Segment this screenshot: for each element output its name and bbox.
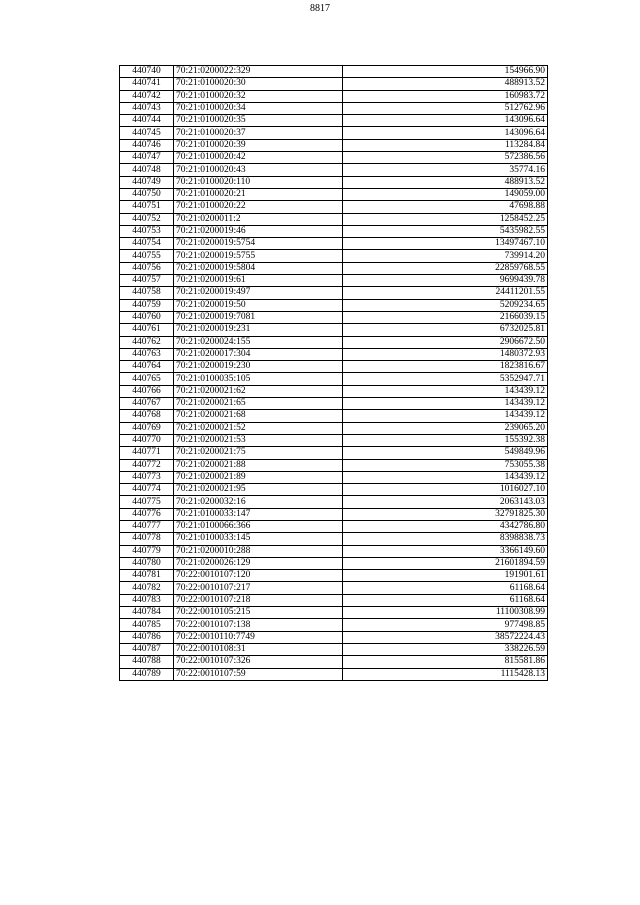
table-row xyxy=(120,656,548,668)
cadastral-number-cell: 70:21:0200011:2 xyxy=(174,213,343,225)
cadastral-value-cell: 13497467.10 xyxy=(343,238,548,250)
table-row xyxy=(120,299,548,311)
table-row xyxy=(120,398,548,410)
cadastral-number-cell: 70:21:0200010:288 xyxy=(174,545,343,557)
table-row xyxy=(120,287,548,299)
cadastral-value-cell: 2166039.15 xyxy=(343,311,548,323)
cadastral-value-cell: 5435982.55 xyxy=(343,225,548,237)
table-row xyxy=(120,459,548,471)
cadastral-value-cell: 155392.38 xyxy=(343,434,548,446)
row-number-cell: 440774 xyxy=(120,484,174,496)
cadastral-value-cell: 2063143.03 xyxy=(343,496,548,508)
cadastral-number-cell: 70:21:0100020:30 xyxy=(174,78,343,90)
table-row xyxy=(120,176,548,188)
row-number-cell: 440746 xyxy=(120,139,174,151)
cadastral-number-cell: 70:21:0200021:62 xyxy=(174,385,343,397)
cadastral-value-cell: 239065.20 xyxy=(343,422,548,434)
cadastral-number-cell: 70:21:0200021:95 xyxy=(174,484,343,496)
table-row xyxy=(120,557,548,569)
row-number-cell: 440753 xyxy=(120,225,174,237)
cadastral-value-cell: 977498.85 xyxy=(343,619,548,631)
cadastral-value-cell: 1258452.25 xyxy=(343,213,548,225)
table-row xyxy=(120,336,548,348)
table-row xyxy=(120,422,548,434)
cadastral-value-cell: 572386.56 xyxy=(343,152,548,164)
row-number-cell: 440788 xyxy=(120,656,174,668)
cadastral-value-cell: 191901.61 xyxy=(343,570,548,582)
cadastral-value-cell: 8398838.73 xyxy=(343,533,548,545)
cadastral-number-cell: 70:21:0200032:16 xyxy=(174,496,343,508)
cadastral-number-cell: 70:21:0200021:65 xyxy=(174,398,343,410)
cadastral-value-cell: 549849.96 xyxy=(343,447,548,459)
table-row xyxy=(120,324,548,336)
cadastral-value-cell: 1823816.67 xyxy=(343,361,548,373)
row-number-cell: 440758 xyxy=(120,287,174,299)
table-row xyxy=(120,410,548,422)
cadastral-number-cell: 70:21:0200021:68 xyxy=(174,410,343,422)
cadastral-number-cell: 70:22:0010105:215 xyxy=(174,607,343,619)
row-number-cell: 440771 xyxy=(120,447,174,459)
cadastral-value-cell: 512762.96 xyxy=(343,102,548,114)
table-row xyxy=(120,533,548,545)
row-number-cell: 440778 xyxy=(120,533,174,545)
cadastral-value-cell: 149059.00 xyxy=(343,188,548,200)
row-number-cell: 440773 xyxy=(120,471,174,483)
cadastral-number-cell: 70:21:0100020:37 xyxy=(174,127,343,139)
cadastral-number-cell: 70:21:0100035:105 xyxy=(174,373,343,385)
cadastral-value-cell: 154966.90 xyxy=(343,66,548,78)
table-row xyxy=(120,102,548,114)
cadastral-number-cell: 70:21:0200019:46 xyxy=(174,225,343,237)
row-number-cell: 440759 xyxy=(120,299,174,311)
row-number-cell: 440743 xyxy=(120,102,174,114)
row-number-cell: 440742 xyxy=(120,90,174,102)
table-row xyxy=(120,570,548,582)
cadastral-number-cell: 70:22:0010108:31 xyxy=(174,643,343,655)
row-number-cell: 440745 xyxy=(120,127,174,139)
table-row xyxy=(120,520,548,532)
row-number-cell: 440787 xyxy=(120,643,174,655)
cadastral-number-cell: 70:21:0200021:89 xyxy=(174,471,343,483)
row-number-cell: 440764 xyxy=(120,361,174,373)
cadastral-value-cell: 35774.16 xyxy=(343,164,548,176)
row-number-cell: 440780 xyxy=(120,557,174,569)
page-number: 8817 xyxy=(310,3,330,14)
cadastral-number-cell: 70:22:0010110:7749 xyxy=(174,631,343,643)
row-number-cell: 440767 xyxy=(120,398,174,410)
row-number-cell: 440775 xyxy=(120,496,174,508)
cadastral-number-cell: 70:21:0200019:497 xyxy=(174,287,343,299)
table-row xyxy=(120,238,548,250)
row-number-cell: 440779 xyxy=(120,545,174,557)
cadastral-number-cell: 70:21:0200021:75 xyxy=(174,447,343,459)
table-row xyxy=(120,643,548,655)
table-row xyxy=(120,164,548,176)
table-row xyxy=(120,250,548,262)
row-number-cell: 440781 xyxy=(120,570,174,582)
table-row xyxy=(120,361,548,373)
row-number-cell: 440763 xyxy=(120,348,174,360)
cadastral-number-cell: 70:21:0100066:366 xyxy=(174,520,343,532)
row-number-cell: 440750 xyxy=(120,188,174,200)
table-row xyxy=(120,152,548,164)
cadastral-value-cell: 4342786.80 xyxy=(343,520,548,532)
table-row xyxy=(120,115,548,127)
table-row xyxy=(120,508,548,520)
cadastral-number-cell: 70:21:0100020:21 xyxy=(174,188,343,200)
row-number-cell: 440783 xyxy=(120,594,174,606)
table-row xyxy=(120,668,548,680)
table-row xyxy=(120,434,548,446)
row-number-cell: 440768 xyxy=(120,410,174,422)
cadastral-number-cell: 70:21:0100020:39 xyxy=(174,139,343,151)
row-number-cell: 440760 xyxy=(120,311,174,323)
table-row xyxy=(120,262,548,274)
row-number-cell: 440751 xyxy=(120,201,174,213)
cadastral-value-cell: 143096.64 xyxy=(343,115,548,127)
cadastral-value-cell: 143439.12 xyxy=(343,385,548,397)
row-number-cell: 440761 xyxy=(120,324,174,336)
row-number-cell: 440752 xyxy=(120,213,174,225)
table-row xyxy=(120,373,548,385)
cadastral-number-cell: 70:21:0200021:53 xyxy=(174,434,343,446)
cadastral-number-cell: 70:21:0100020:110 xyxy=(174,176,343,188)
cadastral-number-cell: 70:21:0100020:32 xyxy=(174,90,343,102)
cadastral-number-cell: 70:22:0010107:120 xyxy=(174,570,343,582)
row-number-cell: 440785 xyxy=(120,619,174,631)
row-number-cell: 440786 xyxy=(120,631,174,643)
cadastral-number-cell: 70:21:0200026:129 xyxy=(174,557,343,569)
cadastral-number-cell: 70:21:0100033:147 xyxy=(174,508,343,520)
table-row xyxy=(120,545,548,557)
cadastral-value-cell: 143439.12 xyxy=(343,471,548,483)
table-row xyxy=(120,201,548,213)
row-number-cell: 440782 xyxy=(120,582,174,594)
cadastral-value-cell: 160983.72 xyxy=(343,90,548,102)
row-number-cell: 440772 xyxy=(120,459,174,471)
cadastral-number-cell: 70:21:0200019:7081 xyxy=(174,311,343,323)
table-row xyxy=(120,90,548,102)
cadastral-number-cell: 70:21:0100020:22 xyxy=(174,201,343,213)
cadastral-value-cell: 739914.20 xyxy=(343,250,548,262)
row-number-cell: 440741 xyxy=(120,78,174,90)
row-number-cell: 440740 xyxy=(120,66,174,78)
cadastral-value-cell: 22859768.55 xyxy=(343,262,548,274)
cadastral-value-cell: 1115428.13 xyxy=(343,668,548,680)
cadastral-value-cell: 815581.86 xyxy=(343,656,548,668)
cadastral-number-cell: 70:22:0010107:217 xyxy=(174,582,343,594)
cadastral-value-cell: 61168.64 xyxy=(343,582,548,594)
table-row xyxy=(120,385,548,397)
table-row xyxy=(120,582,548,594)
cadastral-value-cell: 3366149.60 xyxy=(343,545,548,557)
row-number-cell: 440756 xyxy=(120,262,174,274)
cadastral-value-cell: 2906672.50 xyxy=(343,336,548,348)
cadastral-number-cell: 70:21:0200022:329 xyxy=(174,66,343,78)
row-number-cell: 440776 xyxy=(120,508,174,520)
table-row xyxy=(120,447,548,459)
cadastral-value-cell: 488913.52 xyxy=(343,78,548,90)
cadastral-value-cell: 1480372.93 xyxy=(343,348,548,360)
cadastral-number-cell: 70:22:0010107:59 xyxy=(174,668,343,680)
table-row xyxy=(120,139,548,151)
cadastral-number-cell: 70:21:0200019:61 xyxy=(174,275,343,287)
table-row xyxy=(120,496,548,508)
cadastral-value-cell: 47698.88 xyxy=(343,201,548,213)
cadastral-number-cell: 70:21:0100020:43 xyxy=(174,164,343,176)
cadastral-number-cell: 70:21:0100020:35 xyxy=(174,115,343,127)
cadastral-value-cell: 753055.38 xyxy=(343,459,548,471)
cadastral-number-cell: 70:21:0200019:230 xyxy=(174,361,343,373)
row-number-cell: 440744 xyxy=(120,115,174,127)
cadastral-value-cell: 21601894.59 xyxy=(343,557,548,569)
row-number-cell: 440762 xyxy=(120,336,174,348)
table-row xyxy=(120,471,548,483)
row-number-cell: 440789 xyxy=(120,668,174,680)
table-row xyxy=(120,66,548,78)
cadastral-number-cell: 70:22:0010107:218 xyxy=(174,594,343,606)
cadastral-number-cell: 70:21:0200019:5804 xyxy=(174,262,343,274)
row-number-cell: 440755 xyxy=(120,250,174,262)
cadastral-number-cell: 70:21:0200019:5754 xyxy=(174,238,343,250)
row-number-cell: 440766 xyxy=(120,385,174,397)
row-number-cell: 440749 xyxy=(120,176,174,188)
cadastral-number-cell: 70:21:0200021:88 xyxy=(174,459,343,471)
cadastral-value-cell: 143439.12 xyxy=(343,398,548,410)
row-number-cell: 440747 xyxy=(120,152,174,164)
cadastral-value-cell: 338226.59 xyxy=(343,643,548,655)
table-row xyxy=(120,275,548,287)
cadastral-number-cell: 70:21:0200019:231 xyxy=(174,324,343,336)
cadastral-number-cell: 70:21:0100020:34 xyxy=(174,102,343,114)
table-row xyxy=(120,484,548,496)
cadastral-value-table xyxy=(119,65,548,681)
cadastral-number-cell: 70:21:0200024:155 xyxy=(174,336,343,348)
cadastral-value-cell: 5352947.71 xyxy=(343,373,548,385)
cadastral-number-cell: 70:21:0200019:50 xyxy=(174,299,343,311)
cadastral-value-cell: 38572224.43 xyxy=(343,631,548,643)
table-row xyxy=(120,188,548,200)
cadastral-value-cell: 1016027.10 xyxy=(343,484,548,496)
table-row xyxy=(120,225,548,237)
cadastral-value-cell: 143096.64 xyxy=(343,127,548,139)
cadastral-value-cell: 488913.52 xyxy=(343,176,548,188)
table-row xyxy=(120,78,548,90)
cadastral-value-cell: 61168.64 xyxy=(343,594,548,606)
table-row xyxy=(120,311,548,323)
row-number-cell: 440757 xyxy=(120,275,174,287)
cadastral-number-cell: 70:22:0010107:326 xyxy=(174,656,343,668)
cadastral-value-cell: 32791825.30 xyxy=(343,508,548,520)
cadastral-value-cell: 9699439.78 xyxy=(343,275,548,287)
table-row xyxy=(120,594,548,606)
row-number-cell: 440769 xyxy=(120,422,174,434)
cadastral-number-cell: 70:22:0010107:138 xyxy=(174,619,343,631)
cadastral-value-cell: 143439.12 xyxy=(343,410,548,422)
table-row xyxy=(120,213,548,225)
cadastral-number-cell: 70:21:0100020:42 xyxy=(174,152,343,164)
row-number-cell: 440748 xyxy=(120,164,174,176)
row-number-cell: 440765 xyxy=(120,373,174,385)
cadastral-value-cell: 5209234.65 xyxy=(343,299,548,311)
row-number-cell: 440784 xyxy=(120,607,174,619)
table-row xyxy=(120,607,548,619)
cadastral-number-cell: 70:21:0100033:145 xyxy=(174,533,343,545)
cadastral-number-cell: 70:21:0200021:52 xyxy=(174,422,343,434)
cadastral-number-cell: 70:21:0200017:304 xyxy=(174,348,343,360)
row-number-cell: 440777 xyxy=(120,520,174,532)
cadastral-number-cell: 70:21:0200019:5755 xyxy=(174,250,343,262)
table-row xyxy=(120,631,548,643)
table-row xyxy=(120,127,548,139)
cadastral-value-cell: 113284.84 xyxy=(343,139,548,151)
cadastral-value-cell: 24411201.55 xyxy=(343,287,548,299)
table-row xyxy=(120,619,548,631)
table-body xyxy=(120,66,548,681)
cadastral-value-cell: 6732025.81 xyxy=(343,324,548,336)
row-number-cell: 440770 xyxy=(120,434,174,446)
row-number-cell: 440754 xyxy=(120,238,174,250)
cadastral-value-cell: 11100308.99 xyxy=(343,607,548,619)
table-row xyxy=(120,348,548,360)
